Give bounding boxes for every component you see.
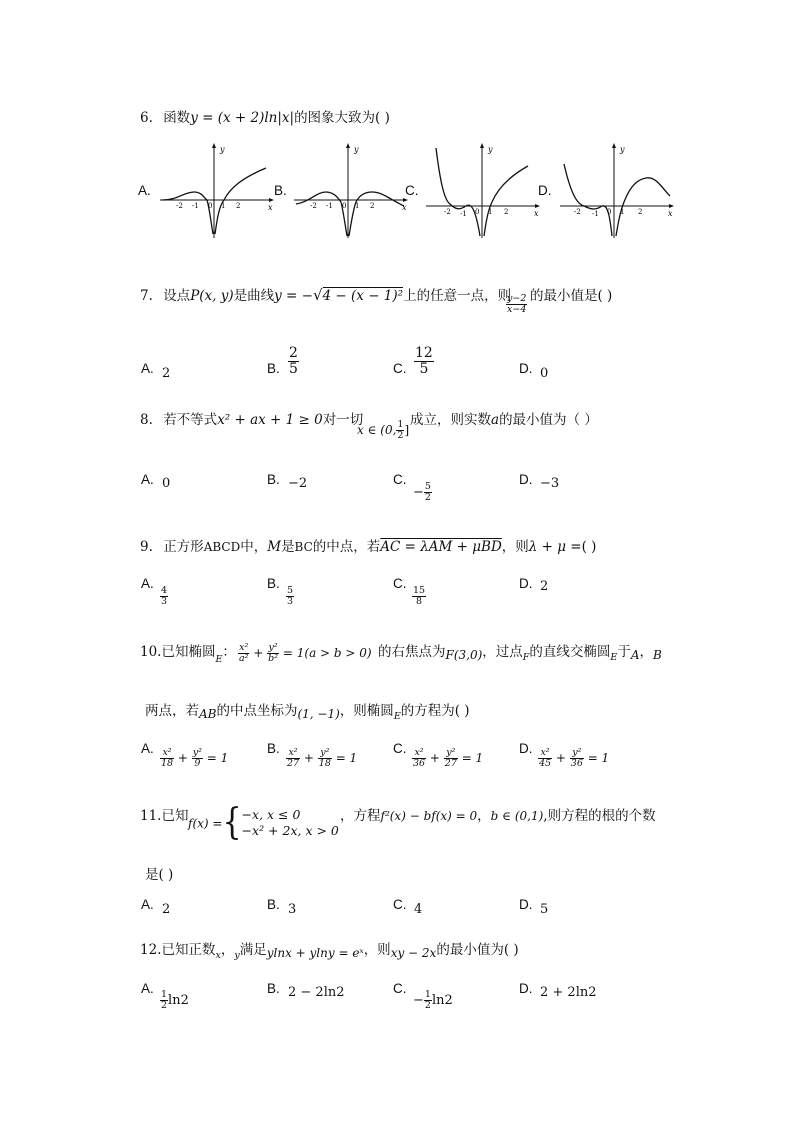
y-axis-label: y bbox=[354, 145, 359, 154]
question-number: 10. bbox=[140, 644, 162, 660]
option-label: A. bbox=[141, 576, 154, 591]
tick-label: -1 bbox=[592, 210, 599, 218]
graph-d bbox=[558, 140, 676, 240]
option-label: C. bbox=[393, 361, 407, 376]
q12-option-b[interactable] bbox=[267, 981, 280, 997]
stem-text: 两点，若 bbox=[145, 703, 199, 719]
tick-label: 2 bbox=[370, 202, 375, 210]
q12-option-a[interactable] bbox=[141, 981, 154, 997]
option-label: B. bbox=[267, 981, 280, 996]
graph-d-label: D. bbox=[538, 183, 552, 198]
option-label: C. bbox=[393, 741, 407, 756]
question-7-stem: 7. 设点P(x, y)是曲线y = −√4 − (x − 1)²上的任意一点，则 bbox=[140, 286, 512, 304]
math-expression: A bbox=[630, 648, 640, 662]
stem-text: 已知 bbox=[161, 808, 189, 824]
case: −x, x ≤ 0 bbox=[241, 807, 301, 822]
x-axis-label: x bbox=[534, 209, 539, 218]
numerator: 2 bbox=[289, 345, 298, 361]
tick-label: 1 bbox=[355, 202, 360, 210]
tick-label: 2 bbox=[638, 208, 643, 216]
option-label: D. bbox=[519, 897, 533, 912]
stem-text: 的图象大致为( ) bbox=[294, 110, 390, 126]
sign: − bbox=[413, 992, 424, 1008]
denominator: 2 bbox=[424, 999, 431, 1011]
math-expression: B bbox=[652, 648, 662, 662]
question-number: 11. bbox=[140, 808, 162, 824]
question-8-stem-tail bbox=[410, 408, 598, 428]
question-number: 12. bbox=[140, 942, 162, 958]
q9-option-b[interactable] bbox=[267, 576, 280, 592]
denominator: 45 bbox=[539, 757, 552, 769]
q7-option-a-value: 2 bbox=[162, 366, 171, 381]
stem-text: 上的任意一点，则 bbox=[403, 288, 512, 304]
question-11-stem bbox=[140, 804, 188, 824]
option-label: D. bbox=[519, 741, 533, 756]
question-8-stem bbox=[140, 408, 363, 428]
graph-a-label: A. bbox=[138, 183, 151, 198]
denominator: x−4 bbox=[507, 303, 527, 315]
stem-text: 的中点，若 bbox=[312, 539, 381, 555]
question-12-stem bbox=[140, 938, 519, 961]
stem-text: 已知正数 bbox=[161, 942, 216, 958]
denominator: 3 bbox=[287, 595, 294, 607]
denominator: 36 bbox=[570, 757, 583, 769]
tick-label: -2 bbox=[444, 208, 451, 216]
q8-option-b-value: −2 bbox=[288, 476, 308, 491]
stem-text: 满足 bbox=[239, 942, 267, 958]
y-axis-label: y bbox=[220, 145, 225, 154]
numerator: y−2 bbox=[507, 293, 527, 304]
option-label: B. bbox=[267, 472, 280, 487]
question-11-stem-tail bbox=[340, 804, 656, 824]
tick-label: -1 bbox=[460, 210, 467, 218]
x-axis-label: x bbox=[668, 209, 673, 218]
q7-option-c-fraction bbox=[414, 346, 434, 376]
q11-option-a[interactable] bbox=[141, 897, 154, 913]
piecewise-function bbox=[188, 801, 339, 844]
q7-option-b[interactable] bbox=[267, 361, 280, 377]
sign: − bbox=[413, 484, 424, 500]
stem-text: 的最小值为( ) bbox=[436, 942, 519, 958]
stem-text: ,则方程的根的个数 bbox=[543, 808, 656, 824]
x-axis-label: x bbox=[402, 203, 407, 212]
q10-option-b[interactable] bbox=[267, 741, 280, 757]
q9-option-c-fraction bbox=[412, 586, 426, 607]
q8-option-b[interactable] bbox=[267, 472, 280, 488]
tail: ln2 bbox=[168, 992, 189, 1008]
math-expression: ylnx + ylny = eˣ bbox=[266, 946, 364, 960]
stem-text: ，过点 bbox=[482, 644, 523, 660]
q7-option-d[interactable] bbox=[519, 361, 533, 377]
question-10-stem bbox=[140, 640, 236, 665]
question-number: 6. bbox=[140, 110, 153, 126]
tick-label: -1 bbox=[192, 202, 199, 210]
stem-text: ， bbox=[220, 942, 235, 958]
q12-option-d-value: 2 + 2ln2 bbox=[540, 985, 597, 1000]
graph-c-label: C. bbox=[405, 183, 419, 198]
q12-option-b-value: 2 − 2ln2 bbox=[288, 985, 345, 1000]
fraction: $\frac{\text{x²}}{\text{a²}}$ bbox=[239, 642, 249, 664]
question-number: 8. bbox=[140, 412, 153, 428]
math-expression: (1, −1) bbox=[297, 707, 340, 721]
stem-text: 的最小值是( ) bbox=[530, 288, 613, 304]
tick-label: -1 bbox=[326, 202, 333, 210]
denominator: 5 bbox=[289, 360, 298, 377]
stem-text: 的最小值为（ ） bbox=[499, 412, 598, 428]
q11-option-d[interactable] bbox=[519, 897, 533, 913]
stem-text: 于 bbox=[617, 644, 631, 660]
stem-text: 的方程为( ) bbox=[400, 703, 470, 719]
stem-text: 是 bbox=[281, 539, 295, 555]
cases bbox=[242, 807, 339, 840]
math-expression: λ + μ = bbox=[528, 539, 582, 555]
graph-b-label: B. bbox=[274, 183, 287, 198]
denominator: 36 bbox=[413, 757, 426, 769]
tick-label: 1 bbox=[221, 202, 226, 210]
tick-label: 0 bbox=[475, 208, 480, 216]
stem-text: 是曲线 bbox=[233, 288, 275, 304]
stem-text: 的中点坐标为 bbox=[216, 703, 298, 719]
stem-text: 的右焦点为 bbox=[378, 644, 446, 660]
option-label: B. bbox=[267, 897, 280, 912]
math-expression: ] bbox=[404, 422, 410, 437]
option-label: A. bbox=[141, 361, 154, 376]
q11-option-c[interactable] bbox=[393, 897, 407, 913]
q10-option-c[interactable] bbox=[393, 741, 407, 757]
q8-option-a-value: 0 bbox=[162, 476, 171, 491]
tick-label: 1 bbox=[488, 208, 493, 216]
q10-option-c-equation: $\frac{\text{x²}}{36}$ + $\frac{\text{y²}}{27}$ = 1 bbox=[413, 747, 484, 769]
question-10-line2 bbox=[145, 699, 470, 722]
denominator: 18 bbox=[318, 757, 331, 769]
stem-text: 已知椭圆 bbox=[161, 644, 216, 660]
q7-option-d-value: 0 bbox=[540, 366, 549, 381]
option-label: C. bbox=[393, 897, 407, 912]
y-axis-label: y bbox=[488, 145, 493, 154]
option-label: C. bbox=[393, 981, 407, 996]
stem-text: ，则 bbox=[363, 942, 391, 958]
numerator: 12 bbox=[415, 345, 433, 361]
q8-option-a[interactable] bbox=[141, 472, 154, 488]
math-expression: E bbox=[393, 711, 401, 722]
q11-option-b-value: 3 bbox=[288, 902, 297, 917]
tail: ln2 bbox=[431, 992, 453, 1008]
q12-option-c[interactable] bbox=[393, 981, 407, 997]
tick-label: 1 bbox=[620, 208, 625, 216]
question-7-fraction bbox=[506, 294, 527, 315]
q12-option-a-value bbox=[160, 990, 189, 1011]
q11-option-d-value: 5 bbox=[540, 902, 549, 917]
math-expression: f²(x) − bf(x) = 0 bbox=[380, 809, 478, 823]
math-expression: M bbox=[267, 539, 282, 555]
math-expression: E bbox=[610, 652, 618, 663]
vector-expression: AC = λAM + μBD bbox=[380, 539, 502, 555]
math-expression: x ∈ (0, bbox=[357, 422, 397, 437]
fraction bbox=[424, 482, 432, 503]
q11-option-b[interactable] bbox=[267, 897, 280, 913]
math-expression: F(3,0) bbox=[445, 648, 483, 662]
tick-label: 2 bbox=[504, 208, 509, 216]
denominator: 2 bbox=[161, 999, 168, 1011]
option-label: D. bbox=[519, 472, 533, 487]
q9-option-a[interactable] bbox=[141, 576, 154, 592]
option-label: A. bbox=[141, 472, 154, 487]
denominator: 5 bbox=[419, 360, 429, 377]
stem-text: 正方形 bbox=[163, 539, 204, 555]
stem-text: ， bbox=[639, 644, 653, 660]
math-radicand: 4 − (x − 1)² bbox=[322, 288, 404, 304]
tick-label: -2 bbox=[176, 202, 183, 210]
option-label: B. bbox=[267, 361, 280, 376]
graph-c bbox=[424, 140, 542, 240]
denominator: 2 bbox=[424, 491, 431, 503]
numerator: 1 bbox=[397, 419, 404, 430]
math-expression: x bbox=[215, 950, 221, 961]
stem-text: 中， bbox=[240, 539, 268, 555]
stem-text: 若不等式 bbox=[163, 412, 218, 428]
question-8-domain bbox=[357, 420, 409, 441]
stem-text: ，则 bbox=[501, 539, 529, 555]
q9-option-b-fraction bbox=[286, 586, 294, 607]
q12-option-d[interactable] bbox=[519, 981, 533, 997]
numerator: 1 bbox=[161, 989, 168, 1000]
numerator: 5 bbox=[424, 481, 431, 492]
q10-option-b-equation: $\frac{\text{x²}}{27}$ + $\frac{\text{y²}}{18}$ = 1 bbox=[287, 747, 358, 769]
math-expression: xy − 2x bbox=[390, 946, 437, 960]
q7-option-a[interactable] bbox=[141, 361, 154, 377]
option-label: A. bbox=[141, 897, 154, 912]
numerator: 15 bbox=[413, 585, 426, 596]
numerator: 1 bbox=[424, 989, 431, 1000]
stem-text: 函数 bbox=[163, 110, 191, 126]
math-expression: AB bbox=[199, 707, 217, 721]
math-expression: f(x) = bbox=[188, 816, 223, 831]
tick-label: 2 bbox=[236, 202, 241, 210]
denominator: 27 bbox=[287, 757, 300, 769]
option-label: D. bbox=[519, 361, 533, 376]
question-10-stem-tail bbox=[378, 640, 662, 663]
q8-option-c-fraction bbox=[413, 482, 432, 503]
stem-text: 的直线交椭圆 bbox=[529, 644, 611, 660]
math-expression: y bbox=[234, 950, 240, 961]
tick-label: 0 bbox=[607, 208, 612, 216]
stem-text: ， bbox=[477, 808, 491, 824]
graph-b bbox=[292, 140, 410, 240]
stem-text: ，方程 bbox=[340, 808, 381, 824]
tick-label: 0 bbox=[342, 202, 347, 210]
question-number: 7. bbox=[140, 288, 153, 304]
q9-option-d-value: 2 bbox=[540, 579, 549, 594]
q12-option-c-value bbox=[413, 990, 453, 1011]
math-expression: = 1(a > b > 0) bbox=[279, 645, 372, 660]
q9-option-a-fraction bbox=[160, 586, 168, 607]
stem-text: 对一切 bbox=[322, 412, 364, 428]
q10-option-a-equation: $\frac{\text{x²}}{18}$ + $\frac{\text{y²}}{9}$ = 1 bbox=[161, 747, 229, 769]
math-expression: b ∈ (0,1) bbox=[490, 809, 544, 823]
stem-text: ( ) bbox=[581, 539, 597, 555]
denominator: 27 bbox=[444, 757, 457, 769]
numerator: 4 bbox=[161, 585, 168, 596]
stem-text: ： bbox=[222, 644, 236, 660]
math-expression: BC bbox=[294, 540, 313, 554]
option-label: C. bbox=[393, 576, 407, 591]
numerator: 5 bbox=[287, 585, 294, 596]
q8-option-d[interactable] bbox=[519, 472, 533, 488]
tick-label: -2 bbox=[310, 202, 317, 210]
option-label: B. bbox=[267, 576, 280, 591]
option-label: C. bbox=[393, 472, 407, 487]
stem-text: 成立，则实数 bbox=[410, 412, 491, 428]
q8-option-c[interactable] bbox=[393, 472, 407, 488]
q8-option-d-value: −3 bbox=[540, 476, 560, 491]
x-axis-label: x bbox=[268, 203, 273, 212]
question-11-line2: 是( ) bbox=[145, 867, 174, 883]
fraction: $\frac{\text{y²}}{\text{b²}}$ bbox=[268, 642, 279, 664]
question-9-stem bbox=[140, 535, 596, 555]
case: −x² + 2x, x > 0 bbox=[241, 823, 339, 839]
math-expression: a bbox=[491, 412, 500, 428]
math-expression: F bbox=[522, 652, 530, 663]
q10-option-d[interactable] bbox=[519, 741, 533, 757]
q9-option-c[interactable] bbox=[393, 576, 407, 592]
stem-text: ，则椭圆 bbox=[339, 703, 394, 719]
stem-text: 设点 bbox=[163, 288, 191, 304]
math-expression: y = (x + 2)ln|x| bbox=[190, 110, 295, 126]
denominator: 9 bbox=[194, 757, 201, 769]
q10-option-d-equation: $\frac{\text{x²}}{45}$ + $\frac{\text{y²}}{36}$ = 1 bbox=[539, 747, 610, 769]
q11-option-a-value: 2 bbox=[162, 902, 171, 917]
option-label: D. bbox=[519, 981, 533, 996]
denominator: 18 bbox=[161, 757, 174, 769]
graph-a bbox=[158, 140, 276, 240]
question-6-stem bbox=[140, 106, 390, 126]
option-label: A. bbox=[141, 981, 154, 996]
q10-option-a[interactable] bbox=[141, 741, 154, 757]
math-expression: E bbox=[215, 654, 223, 665]
y-axis-label: y bbox=[620, 145, 625, 154]
tick-label: 0 bbox=[208, 202, 213, 210]
option-label: B. bbox=[267, 741, 280, 756]
q7-option-b-fraction bbox=[288, 346, 299, 376]
option-label: D. bbox=[519, 576, 533, 591]
ellipse-equation: $\frac{\text{x²}}{\text{a²}}$ + $\frac{\text{y²}}{\text{b²}}$ = 1(a > b > 0) bbox=[239, 642, 372, 664]
q11-option-c-value: 4 bbox=[414, 902, 423, 917]
denominator: 8 bbox=[416, 595, 423, 607]
option-label: A. bbox=[141, 741, 154, 756]
math-expression: y = − bbox=[274, 288, 313, 304]
math-expression: P(x, y) bbox=[190, 288, 234, 304]
brace: { bbox=[222, 801, 242, 844]
math-expression: ABCD bbox=[203, 540, 241, 554]
question-number: 9. bbox=[140, 539, 153, 555]
math-expression: x² + ax + 1 ≥ 0 bbox=[217, 412, 323, 428]
denominator: 3 bbox=[161, 595, 168, 607]
tick-label: -2 bbox=[574, 208, 581, 216]
q9-option-d[interactable] bbox=[519, 576, 533, 592]
denominator: 2 bbox=[397, 429, 404, 441]
q7-option-c[interactable] bbox=[393, 361, 407, 377]
